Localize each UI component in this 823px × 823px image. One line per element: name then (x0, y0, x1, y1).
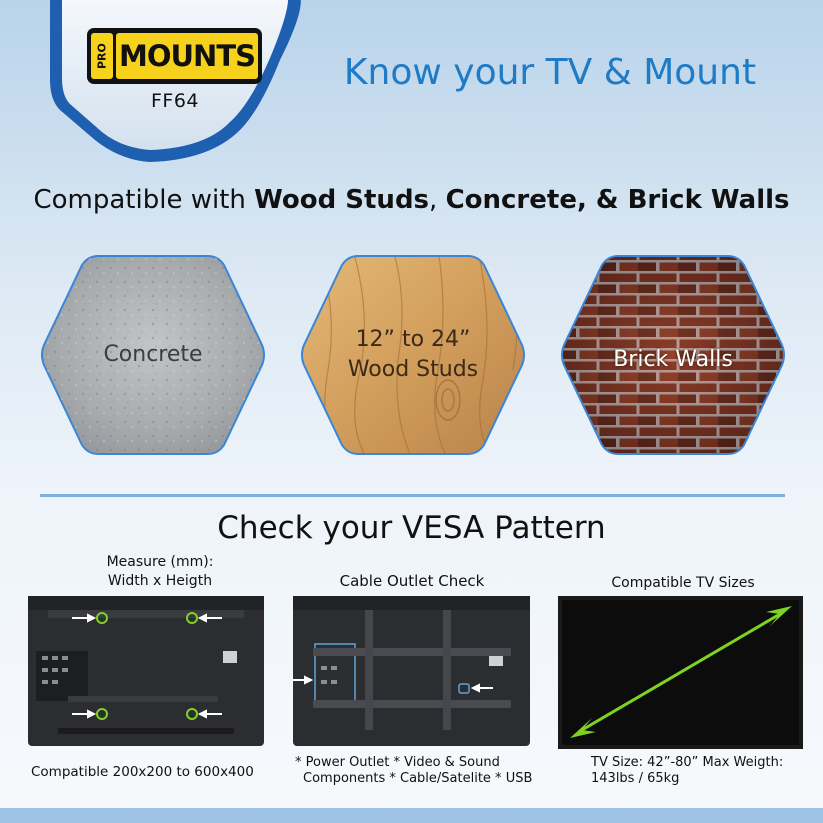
bottom-accent-bar (0, 808, 823, 823)
tv-size-notes (591, 755, 806, 787)
vesa-range-text: Compatible 200x200 to 600x400 (31, 764, 254, 780)
tv-back-vesa-image (28, 596, 264, 749)
size-notes-line1: TV Size: 42”-80” Max Weigth: (591, 755, 784, 770)
measure-line1: Measure (mm): (106, 554, 214, 570)
brick-wall-tile (558, 250, 788, 460)
logo-mounts-text: MOUNTS (116, 33, 258, 79)
tv-size-image (558, 596, 803, 749)
brand-badge (0, 0, 330, 175)
model-number: FF64 (150, 90, 200, 112)
concrete-label (38, 250, 268, 460)
badge-shape (0, 0, 330, 175)
compat-separator: , (429, 185, 446, 215)
compat-prefix: Compatible with (33, 185, 255, 215)
concrete-wall-tile (38, 250, 268, 460)
tv-cable-outlet-image (293, 596, 530, 749)
promounts-logo (87, 28, 262, 84)
vesa-section-title: Check your VESA Pattern (217, 510, 606, 546)
brick-label-line1: Brick Walls (613, 347, 733, 372)
concrete-label-line1: Concrete (103, 342, 203, 367)
brick-walls-label (558, 250, 788, 460)
tv-sizes-caption: Compatible TV Sizes (611, 575, 755, 591)
compatibility-heading (0, 185, 823, 215)
wood-label-line1: 12” to 24” (355, 327, 471, 352)
logo-pro-text: PRO (91, 33, 113, 79)
wood-label-line2: Wood Studs (347, 357, 479, 382)
cable-notes-line2: Components * Cable/Satelite * USB (303, 771, 533, 786)
size-notes-line2: 143lbs / 65kg (591, 771, 680, 786)
tv-back-illustration (28, 596, 264, 749)
section-divider (40, 494, 785, 497)
tv-front-illustration (558, 596, 803, 749)
cable-outlet-notes (295, 755, 535, 787)
compat-bold-rest: Concrete, & Brick Walls (445, 185, 790, 215)
measure-caption (60, 553, 260, 591)
tv-mount-illustration (293, 596, 530, 749)
cable-outlet-caption: Cable Outlet Check (339, 572, 485, 590)
page-title: Know your TV & Mount (343, 52, 757, 93)
compat-bold-wood: Wood Studs (254, 185, 430, 215)
cable-notes-line1: * Power Outlet * Video & Sound (295, 755, 500, 770)
wood-studs-tile (298, 250, 528, 460)
measure-line2: Width x Heigth (107, 573, 213, 589)
wood-studs-label (298, 250, 528, 460)
